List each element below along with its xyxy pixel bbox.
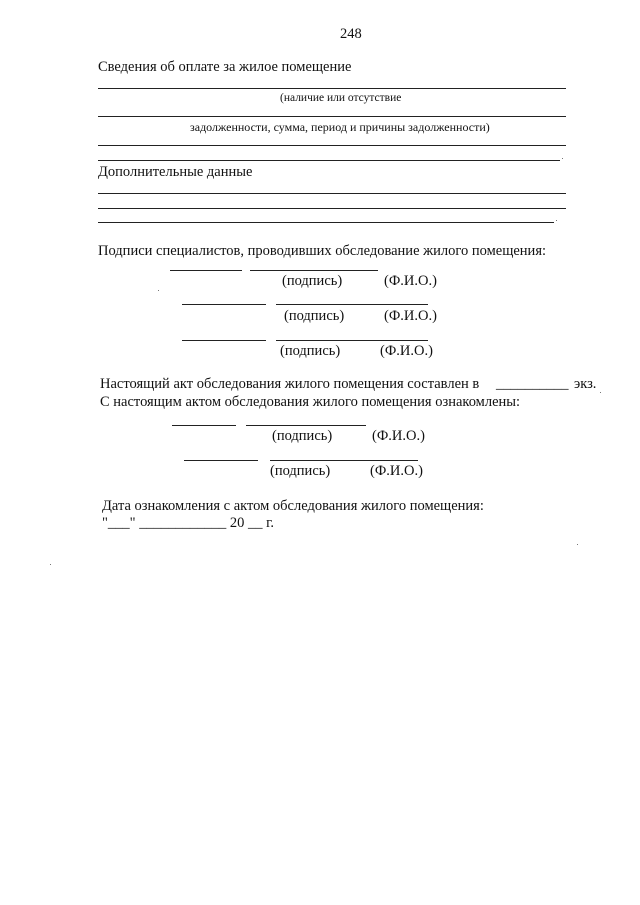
acquainted-2-name-line	[270, 460, 418, 461]
specialist-1-name-caption: (Ф.И.О.)	[384, 273, 437, 289]
specialist-2-name-line	[276, 304, 428, 305]
acquainted-1-name-caption: (Ф.И.О.)	[372, 428, 425, 444]
payment-hint-1: (наличие или отсутствие	[280, 92, 402, 104]
scan-speck	[600, 392, 601, 393]
additional-line-2	[98, 208, 566, 209]
specialist-1-signature-caption: (подпись)	[282, 273, 343, 289]
payment-line-4	[98, 160, 560, 161]
acquainted-label: С настоящим актом обследования жилого помещения ознакомлены:	[100, 394, 521, 410]
acquainted-2-signature-caption: (подпись)	[270, 463, 331, 479]
additional-label: Дополнительные данные	[98, 164, 253, 180]
specialists-label: Подписи специалистов, проводивших обследование жилого помещения:	[98, 243, 547, 259]
additional-period-dot	[556, 220, 557, 221]
act-copies-suffix: экз.	[574, 376, 597, 392]
payment-line-3	[98, 145, 566, 146]
additional-line-1	[98, 193, 566, 194]
payment-line-1	[98, 88, 566, 89]
scan-speck	[158, 290, 159, 291]
payment-period-dot	[562, 158, 563, 159]
date-label: Дата ознакомления с актом обследования жилого помещения:	[102, 498, 484, 514]
specialist-2-name-caption: (Ф.И.О.)	[384, 308, 437, 324]
specialist-1-name-line	[250, 270, 378, 271]
specialist-1-signature-line	[170, 270, 242, 271]
acquainted-1-signature-caption: (подпись)	[272, 428, 333, 444]
specialist-3-name-line	[276, 340, 428, 341]
page-number: 248	[340, 26, 362, 42]
specialist-2-signature-caption: (подпись)	[284, 308, 345, 324]
payment-label: Сведения об оплате за жилое помещение	[98, 59, 352, 75]
specialist-2-signature-line	[182, 304, 266, 305]
scan-speck	[577, 544, 578, 545]
acquainted-1-name-line	[246, 425, 366, 426]
acquainted-2-name-caption: (Ф.И.О.)	[370, 463, 423, 479]
acquainted-2-signature-line	[184, 460, 258, 461]
act-copies-text: Настоящий акт обследования жилого помещения составлен в	[100, 376, 480, 392]
specialist-3-signature-caption: (подпись)	[280, 343, 341, 359]
specialist-3-signature-line	[182, 340, 266, 341]
additional-line-3	[98, 222, 554, 223]
payment-line-2	[98, 116, 566, 117]
payment-hint-2: задолженности, сумма, период и причины задолженности)	[190, 120, 490, 134]
acquainted-1-signature-line	[172, 425, 236, 426]
specialist-3-name-caption: (Ф.И.О.)	[380, 343, 433, 359]
scan-speck	[50, 564, 51, 565]
act-copies-blank: __________	[496, 376, 569, 392]
date-line: "___" ____________ 20 __ г.	[102, 515, 275, 531]
